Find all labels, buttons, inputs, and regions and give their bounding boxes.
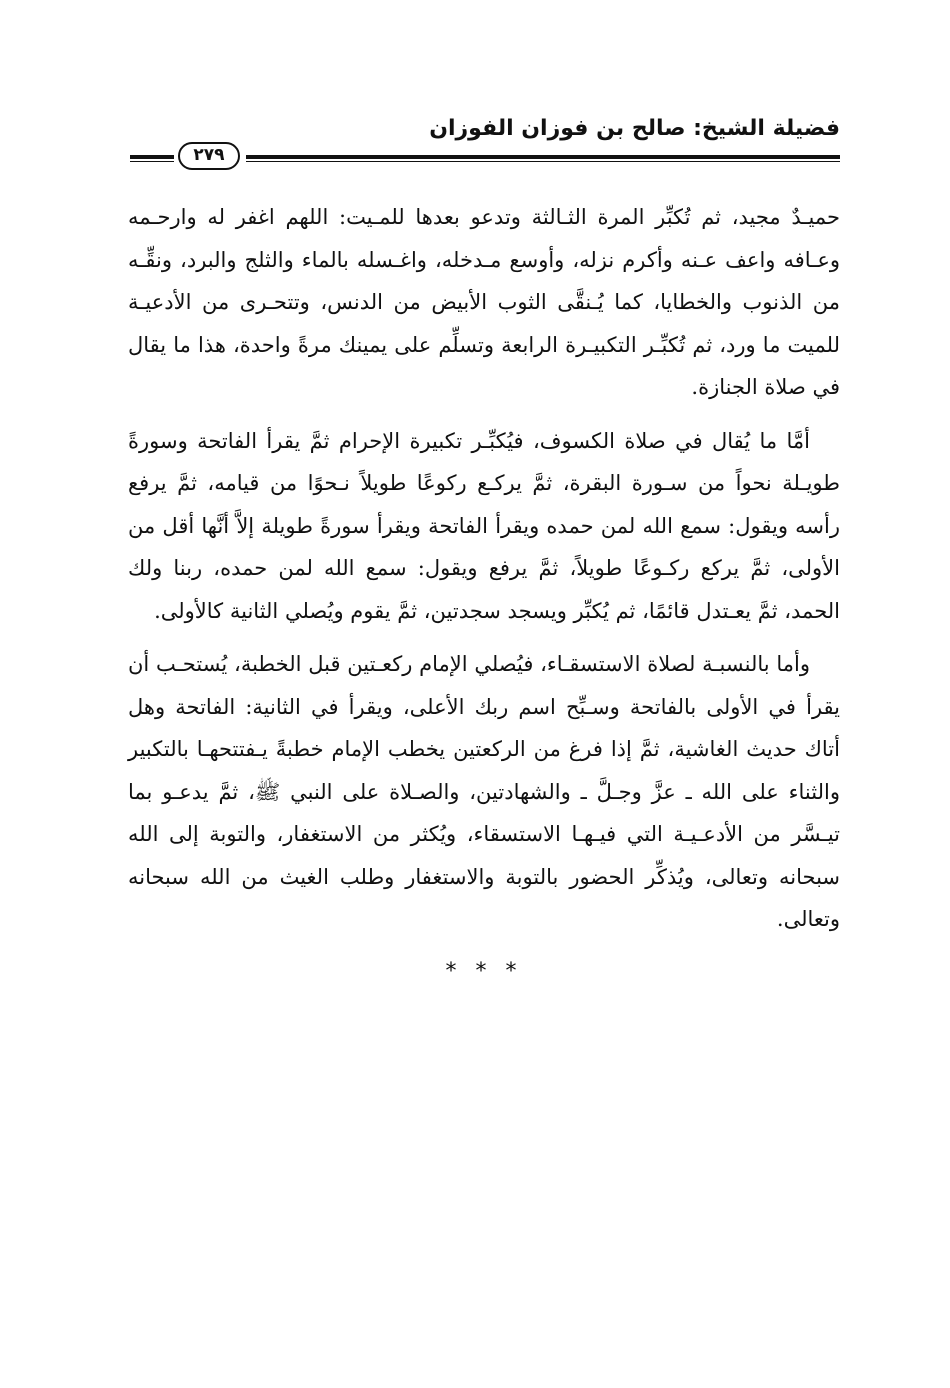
page-body [128, 196, 840, 984]
paragraph-eclipse-prayer: أمَّا ما يُقال في صلاة الكسوف، فيُكبِّـر تكبيرة الإحرام ثمَّ يقرأ الفاتحة وسورةً طويـلة نحواً من سـورة البقرة، ثمَّ يركـع ركوعًا طويلاً نـحوًا من قيامه، ثمَّ يرفع رأسه ويقول: سمع الله لمن حمده ويقرأ الفاتحة ويقرأ سورةً طويلة إلاَّ أنَّها أقل من الأولى، ثمَّ يركع ركـوعًا طويلاً، ثمَّ يرفع ويقول: سمع الله لمن حمده، ربنا ولك الحمد، ثمَّ يعـتدل قائمًا، ثم يُكبِّر ويسجد سجدتين، ثمَّ يقوم ويُصلي الثانية كالأولى. [128, 428, 840, 623]
paragraph-funeral-prayer: حميـدٌ مجيد، ثم تُكبِّر المرة الثـالثة وتدعو بعدها للمـيت: اللهم اغفر له وارحـمه وعـافه واعف عـنه وأكرم نزله، وأوسع مـدخله، واغـسله بالماء والثلج والبرد، ونقِّـه من الذنوب والخطايا، كما يُـنقَّى الثوب الأبيض من الدنس، وتتحـرى من الأدعيـة للميت ما ورد، ثم تُكبِّـر التكبيـرة الرابعة وتسلِّم على يمينك مرةً واحدة، هذا ما يقال في صلاة الجنازة. [128, 205, 840, 399]
section-separator: * * * [445, 958, 523, 984]
page-number: ٢٧٩ [178, 142, 240, 170]
header-rule [246, 155, 840, 162]
page-header [128, 112, 840, 174]
header-rule-short [130, 155, 174, 162]
running-title: فضيلة الشيخ: صالح بن فوزان الفوزان [429, 116, 840, 141]
paragraph-rain-prayer: وأما بالنسبـة لصلاة الاستسقـاء، فيُصلي الإمام ركعـتين قبل الخطبة، يُستحـب أن يقرأ في الأولى بالفاتحة وسـبِّح اسم ربك الأعلى، ويقرأ في الثانية: الفاتحة وهل أتاك حديث الغاشية، ثمَّ إذا فرغ من الركعتين يخطب الإمام خطبةً يـفتتحهـا بالتكبير والثناء على الله ـ عزَّ وجـلَّ ـ والشهادتين، والصـلاة على النبي ﷺ، ثمَّ يدعـو بما تيـسَّر من الأدعـيـة التي فيـهـا الاستسقاء، ويُكثر من الاستغفار، والتوبة إلى الله سبحانه وتعالى، ويُذكِّر الحضور بالتوبة والاستغفار وطلب الغيث من الله سبحانه وتعالى. [128, 652, 840, 931]
